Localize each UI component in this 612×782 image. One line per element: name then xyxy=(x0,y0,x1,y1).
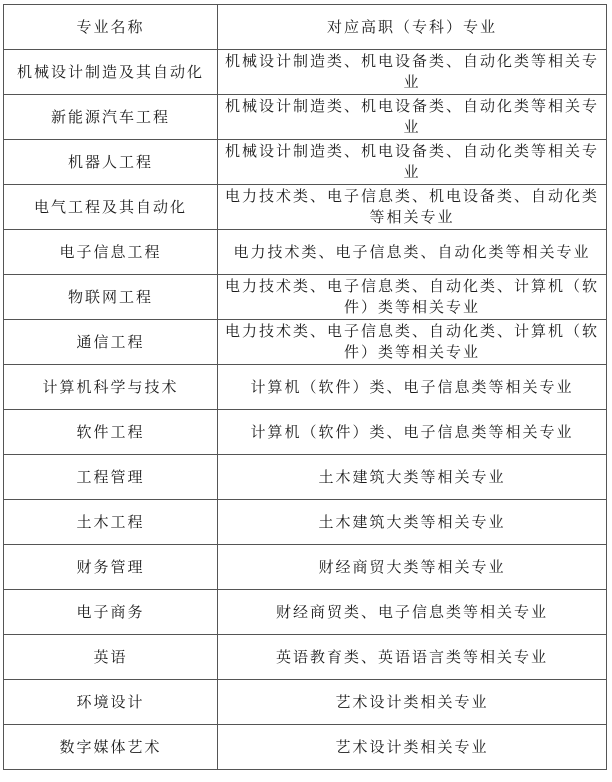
major-name-cell: 物联网工程 xyxy=(4,275,218,320)
table-row xyxy=(4,725,607,770)
table-header-row xyxy=(4,5,607,50)
header-major-name: 专业名称 xyxy=(4,5,218,50)
major-name-cell: 通信工程 xyxy=(4,320,218,365)
counterpart-major-cell: 电力技术类、电子信息类、自动化类、计算机（软件）类等相关专业 xyxy=(218,275,607,320)
counterpart-major-cell: 土木建筑大类等相关专业 xyxy=(218,455,607,500)
major-name-cell: 电气工程及其自动化 xyxy=(4,185,218,230)
table-row xyxy=(4,140,607,185)
counterpart-major-cell: 财经商贸类、电子信息类等相关专业 xyxy=(218,590,607,635)
major-name-cell: 机器人工程 xyxy=(4,140,218,185)
major-name-cell: 机械设计制造及其自动化 xyxy=(4,50,218,95)
counterpart-major-cell: 土木建筑大类等相关专业 xyxy=(218,500,607,545)
counterpart-major-cell: 计算机（软件）类、电子信息类等相关专业 xyxy=(218,365,607,410)
table-row xyxy=(4,95,607,140)
major-name-cell: 土木工程 xyxy=(4,500,218,545)
major-correspondence-table xyxy=(3,4,607,770)
major-name-cell: 新能源汽车工程 xyxy=(4,95,218,140)
major-name-cell: 计算机科学与技术 xyxy=(4,365,218,410)
table-row xyxy=(4,410,607,455)
major-name-cell: 软件工程 xyxy=(4,410,218,455)
major-name-cell: 英语 xyxy=(4,635,218,680)
counterpart-major-cell: 财经商贸大类等相关专业 xyxy=(218,545,607,590)
table-row xyxy=(4,590,607,635)
table-row xyxy=(4,50,607,95)
table-row xyxy=(4,680,607,725)
counterpart-major-cell: 艺术设计类相关专业 xyxy=(218,725,607,770)
table-row xyxy=(4,230,607,275)
counterpart-major-cell: 机械设计制造类、机电设备类、自动化类等相关专业 xyxy=(218,95,607,140)
table-row xyxy=(4,320,607,365)
table-row xyxy=(4,455,607,500)
table-row xyxy=(4,500,607,545)
major-name-cell: 环境设计 xyxy=(4,680,218,725)
table-row xyxy=(4,635,607,680)
counterpart-major-cell: 电力技术类、电子信息类、机电设备类、自动化类等相关专业 xyxy=(218,185,607,230)
counterpart-major-cell: 电力技术类、电子信息类、自动化类等相关专业 xyxy=(218,230,607,275)
major-name-cell: 工程管理 xyxy=(4,455,218,500)
counterpart-major-cell: 电力技术类、电子信息类、自动化类、计算机（软件）类等相关专业 xyxy=(218,320,607,365)
table-row xyxy=(4,275,607,320)
counterpart-major-cell: 英语教育类、英语语言类等相关专业 xyxy=(218,635,607,680)
table-row xyxy=(4,365,607,410)
counterpart-major-cell: 机械设计制造类、机电设备类、自动化类等相关专业 xyxy=(218,140,607,185)
table-row xyxy=(4,545,607,590)
header-counterpart-major: 对应高职（专科）专业 xyxy=(218,5,607,50)
counterpart-major-cell: 机械设计制造类、机电设备类、自动化类等相关专业 xyxy=(218,50,607,95)
major-name-cell: 电子信息工程 xyxy=(4,230,218,275)
counterpart-major-cell: 艺术设计类相关专业 xyxy=(218,680,607,725)
table-row xyxy=(4,185,607,230)
major-name-cell: 电子商务 xyxy=(4,590,218,635)
major-name-cell: 数字媒体艺术 xyxy=(4,725,218,770)
major-name-cell: 财务管理 xyxy=(4,545,218,590)
counterpart-major-cell: 计算机（软件）类、电子信息类等相关专业 xyxy=(218,410,607,455)
